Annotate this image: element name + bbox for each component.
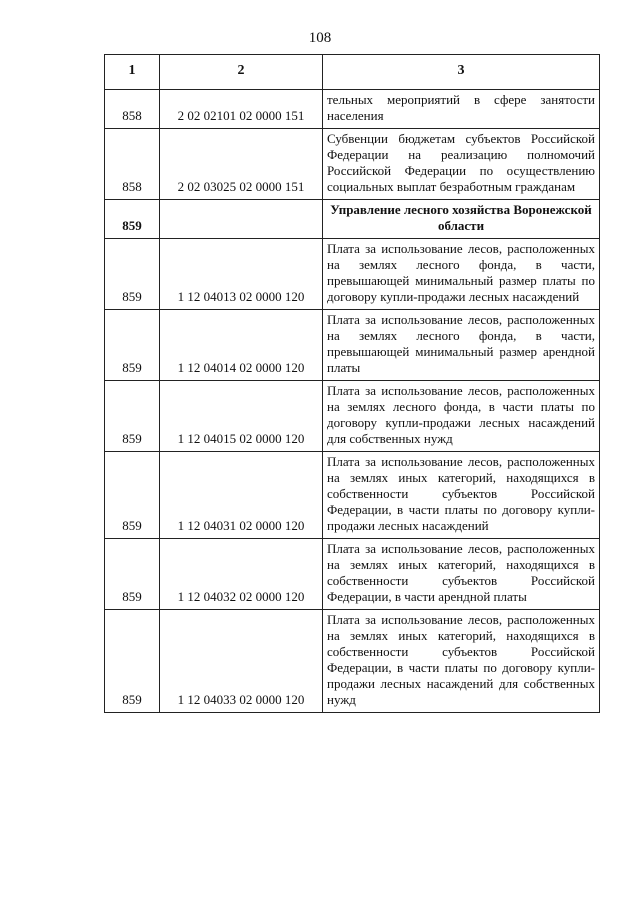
- column-header-3: 3: [323, 55, 600, 90]
- table-row: [105, 239, 600, 310]
- table-row: [105, 310, 600, 381]
- table-row: [105, 381, 600, 452]
- admin-code-cell: 859: [105, 310, 160, 381]
- revenue-code-cell: 1 12 04032 02 0000 120: [160, 539, 323, 610]
- admin-code-cell: 859: [105, 381, 160, 452]
- admin-code-cell: 858: [105, 90, 160, 129]
- admin-code-cell: 858: [105, 129, 160, 200]
- revenue-code-cell: 2 02 03025 02 0000 151: [160, 129, 323, 200]
- table-row: [105, 452, 600, 539]
- admin-code-cell: 859: [105, 200, 160, 239]
- description-cell: Плата за использование лесов, расположенных на землях иных категорий, находящихся в собственности субъектов Российской Федерации, в части платы по договору купли-продажи лесных насаждений: [323, 452, 600, 539]
- description-cell: Плата за использование лесов, расположенных на землях лесного фонда, в части, превышающей минимальный размер платы по договору купли-продажи лесных насаждений: [323, 239, 600, 310]
- table-header-row: [105, 55, 600, 90]
- revenue-code-cell: 2 02 02101 02 0000 151: [160, 90, 323, 129]
- admin-code-cell: 859: [105, 452, 160, 539]
- description-cell: Плата за использование лесов, расположенных на землях лесного фонда, в части, превышающей минимальный размер арендной платы: [323, 310, 600, 381]
- description-cell: Плата за использование лесов, расположенных на землях лесного фонда, в части платы по договору купли-продажи лесных насаждений для собственных нужд: [323, 381, 600, 452]
- revenue-code-cell: [160, 200, 323, 239]
- table-row: [105, 90, 600, 129]
- description-cell: Плата за использование лесов, расположенных на землях иных категорий, находящихся в собственности субъектов Российской Федерации, в части арендной платы: [323, 539, 600, 610]
- description-cell: Плата за использование лесов, расположенных на землях иных категорий, находящихся в собственности субъектов Российской Федерации, в части платы по договору купли-продажи лесных насаждений для собственных нужд: [323, 610, 600, 713]
- revenue-code-cell: 1 12 04013 02 0000 120: [160, 239, 323, 310]
- revenue-code-cell: 1 12 04033 02 0000 120: [160, 610, 323, 713]
- admin-code-cell: 859: [105, 610, 160, 713]
- section-header-row: [105, 200, 600, 239]
- revenue-code-cell: 1 12 04014 02 0000 120: [160, 310, 323, 381]
- section-title-cell: Управление лесного хозяйства Воронежской области: [323, 200, 600, 239]
- revenue-code-table: [104, 54, 600, 713]
- revenue-code-cell: 1 12 04015 02 0000 120: [160, 381, 323, 452]
- description-cell: тельных мероприятий в сфере занятости населения: [323, 90, 600, 129]
- table-row: [105, 539, 600, 610]
- table-row: [105, 129, 600, 200]
- page-number: 108: [308, 30, 332, 46]
- admin-code-cell: 859: [105, 239, 160, 310]
- column-header-1: 1: [105, 55, 160, 90]
- table-row: [105, 610, 600, 713]
- column-header-2: 2: [160, 55, 323, 90]
- admin-code-cell: 859: [105, 539, 160, 610]
- revenue-code-cell: 1 12 04031 02 0000 120: [160, 452, 323, 539]
- description-cell: Субвенции бюджетам субъектов Российской Федерации на реализацию полномочий Российской Федерации по осуществлению социальных выплат безработным гражданам: [323, 129, 600, 200]
